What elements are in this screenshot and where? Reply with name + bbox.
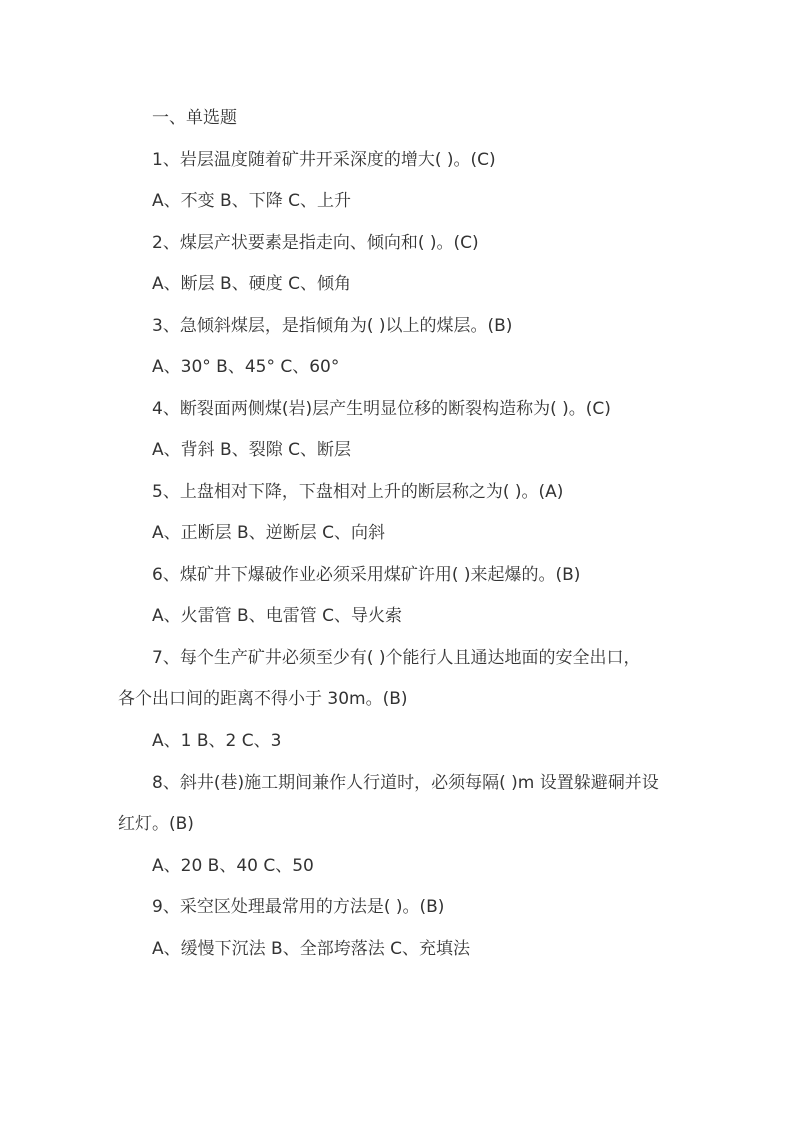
options-3: A、30° B、45° C、60° <box>152 357 340 377</box>
question-1: 1、岩层温度随着矿井开采深度的增大( )。(C) <box>152 150 496 170</box>
options-4: A、背斜 B、裂隙 C、断层 <box>152 440 351 460</box>
question-6: 6、煤矿井下爆破作业必须采用煤矿许用( )来起爆的。(B) <box>152 565 581 585</box>
options-7: A、1 B、2 C、3 <box>152 731 282 751</box>
question-7-line-2: 各个出口间的距离不得小于 30m。(B) <box>118 689 408 709</box>
question-2: 2、煤层产状要素是指走向、倾向和( )。(C) <box>152 233 479 253</box>
options-1: A、不变 B、下降 C、上升 <box>152 191 351 211</box>
question-8-line-2: 红灯。(B) <box>118 814 194 834</box>
question-7-line-1: 7、每个生产矿井必须至少有( )个能行人且通达地面的安全出口， <box>152 648 641 668</box>
question-5: 5、上盘相对下降，下盘相对上升的断层称之为( )。(A) <box>152 482 564 502</box>
question-8-line-1: 8、斜井(巷)施工期间兼作人行道时，必须每隔( )m 设置躲避硐并设 <box>152 773 659 793</box>
options-9: A、缓慢下沉法 B、全部垮落法 C、充填法 <box>152 939 470 959</box>
section-title: 一、单选题 <box>152 108 237 128</box>
question-9: 9、采空区处理最常用的方法是( )。(B) <box>152 897 445 917</box>
options-8: A、20 B、40 C、50 <box>152 856 314 876</box>
question-3: 3、急倾斜煤层，是指倾角为( )以上的煤层。(B) <box>152 316 513 336</box>
options-6: A、火雷管 B、电雷管 C、导火索 <box>152 606 402 626</box>
options-2: A、断层 B、硬度 C、倾角 <box>152 274 351 294</box>
question-4: 4、断裂面两侧煤(岩)层产生明显位移的断裂构造称为( )。(C) <box>152 399 611 419</box>
options-5: A、正断层 B、逆断层 C、向斜 <box>152 523 385 543</box>
